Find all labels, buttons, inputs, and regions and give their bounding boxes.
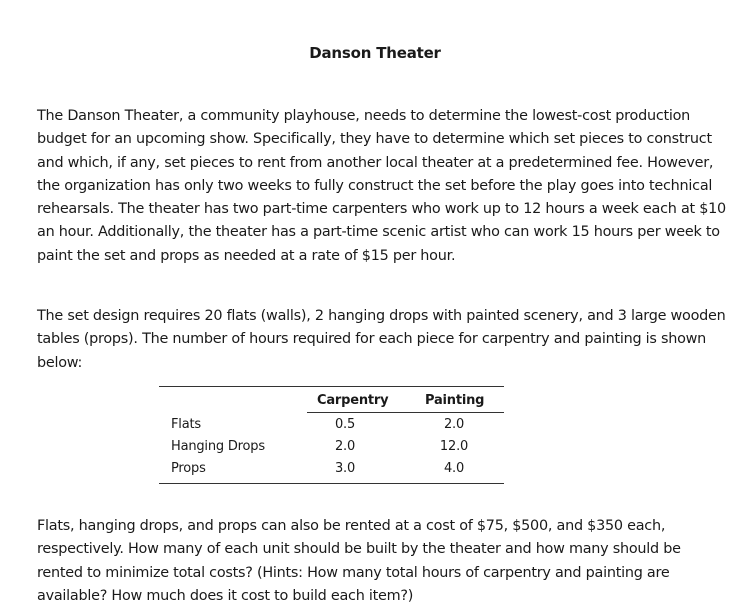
carpentry-value: 0.5 — [334, 417, 356, 432]
row-label: Props — [171, 461, 206, 476]
row-label: Flats — [171, 417, 201, 432]
painting-value: 12.0 — [439, 439, 469, 454]
table-row — [159, 417, 504, 439]
intro-paragraph: The Danson Theater, a community playhouse, needs to determine the lowest-cost production budget for an upcoming show. Specifically, they have to determine which set pieces to construct and which, if any, set pieces to rent from another local theater at a predetermined fee. However, the organization has only two weeks to fully construct the set before the play goes into technical rehearsals. The theater has two part-time carpenters who work up to 12 hours a week each at $10 an hour. Additionally, the theater has a part-time scenic artist who can work 15 hours per week to paint the set and props as needed at a rate of $15 per hour. — [37, 108, 726, 264]
painting-value: 4.0 — [443, 461, 465, 476]
carpentry-value: 3.0 — [334, 461, 356, 476]
table-row — [159, 439, 504, 461]
painting-value: 2.0 — [443, 417, 465, 432]
document-title: Danson Theater — [309, 44, 441, 62]
row-label: Hanging Drops — [171, 439, 265, 454]
table-top-rule — [159, 386, 504, 387]
table-header-rule — [307, 412, 504, 413]
carpentry-value: 2.0 — [334, 439, 356, 454]
column-header-painting: Painting — [425, 393, 485, 408]
table-row — [159, 461, 504, 483]
set-design-paragraph: The set design requires 20 flats (walls), 2 hanging drops with painted scenery, and 3 large wooden tables (props). The number of hours required for each piece for carpentry and painting is shown below: — [37, 308, 726, 371]
rental-question-paragraph: Flats, hanging drops, and props can also be rented at a cost of $75, $500, and $350 each, respectively. How many of each unit should be built by the theater and how many should be rented to minimize total costs? (Hints: How many total hours of carpentry and painting are available? How much does it cost to build each item?) — [37, 518, 681, 604]
column-header-carpentry: Carpentry — [317, 393, 389, 408]
table-bottom-rule — [159, 483, 504, 484]
